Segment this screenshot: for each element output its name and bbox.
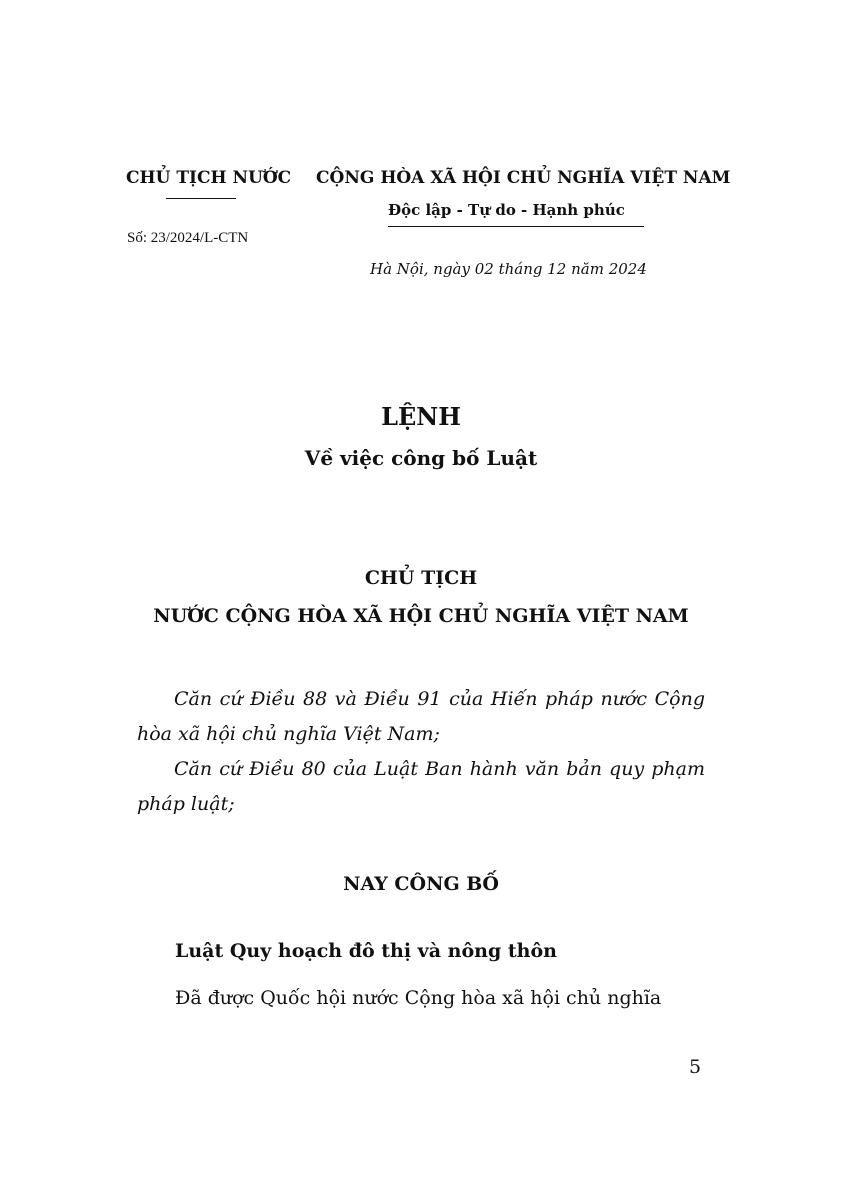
issuer-country: NƯỚC CỘNG HÒA XÃ HỘI CHỦ NGHĨA VIỆT NAM — [153, 605, 689, 627]
page-number: 5 — [689, 1056, 702, 1078]
passed-text: Đã được Quốc hội nước Cộng hòa xã hội chủ nghĩa — [175, 987, 662, 1009]
national-title: CỘNG HÒA XÃ HỘI CHỦ NGHĨA VIỆT NAM — [316, 168, 731, 188]
document-title: LỆNH — [381, 402, 461, 431]
document-number: Số: 23/2024/L-CTN — [127, 230, 249, 246]
law-name: Luật Quy hoạch đô thị và nông thôn — [175, 940, 557, 962]
authority-underline — [166, 198, 236, 199]
legal-basis-item: Căn cứ Điều 80 của Luật Ban hành văn bản quy phạm pháp luật; — [137, 758, 705, 815]
document-subtitle: Về việc công bố Luật — [304, 446, 538, 470]
issuer-title: CHỦ TỊCH — [364, 567, 478, 589]
issuing-authority: CHỦ TỊCH NƯỚC — [126, 168, 292, 188]
national-motto: Độc lập - Tự do - Hạnh phúc — [388, 201, 625, 219]
legal-basis-item: Căn cứ Điều 88 và Điều 91 của Hiến pháp nước Cộng hòa xã hội chủ nghĩa Việt Nam; — [137, 688, 705, 745]
proclamation-heading: NAY CÔNG BỐ — [343, 873, 499, 895]
legal-basis — [137, 682, 705, 822]
place-and-date: Hà Nội, ngày 02 tháng 12 năm 2024 — [370, 260, 647, 278]
motto-underline — [388, 226, 644, 227]
